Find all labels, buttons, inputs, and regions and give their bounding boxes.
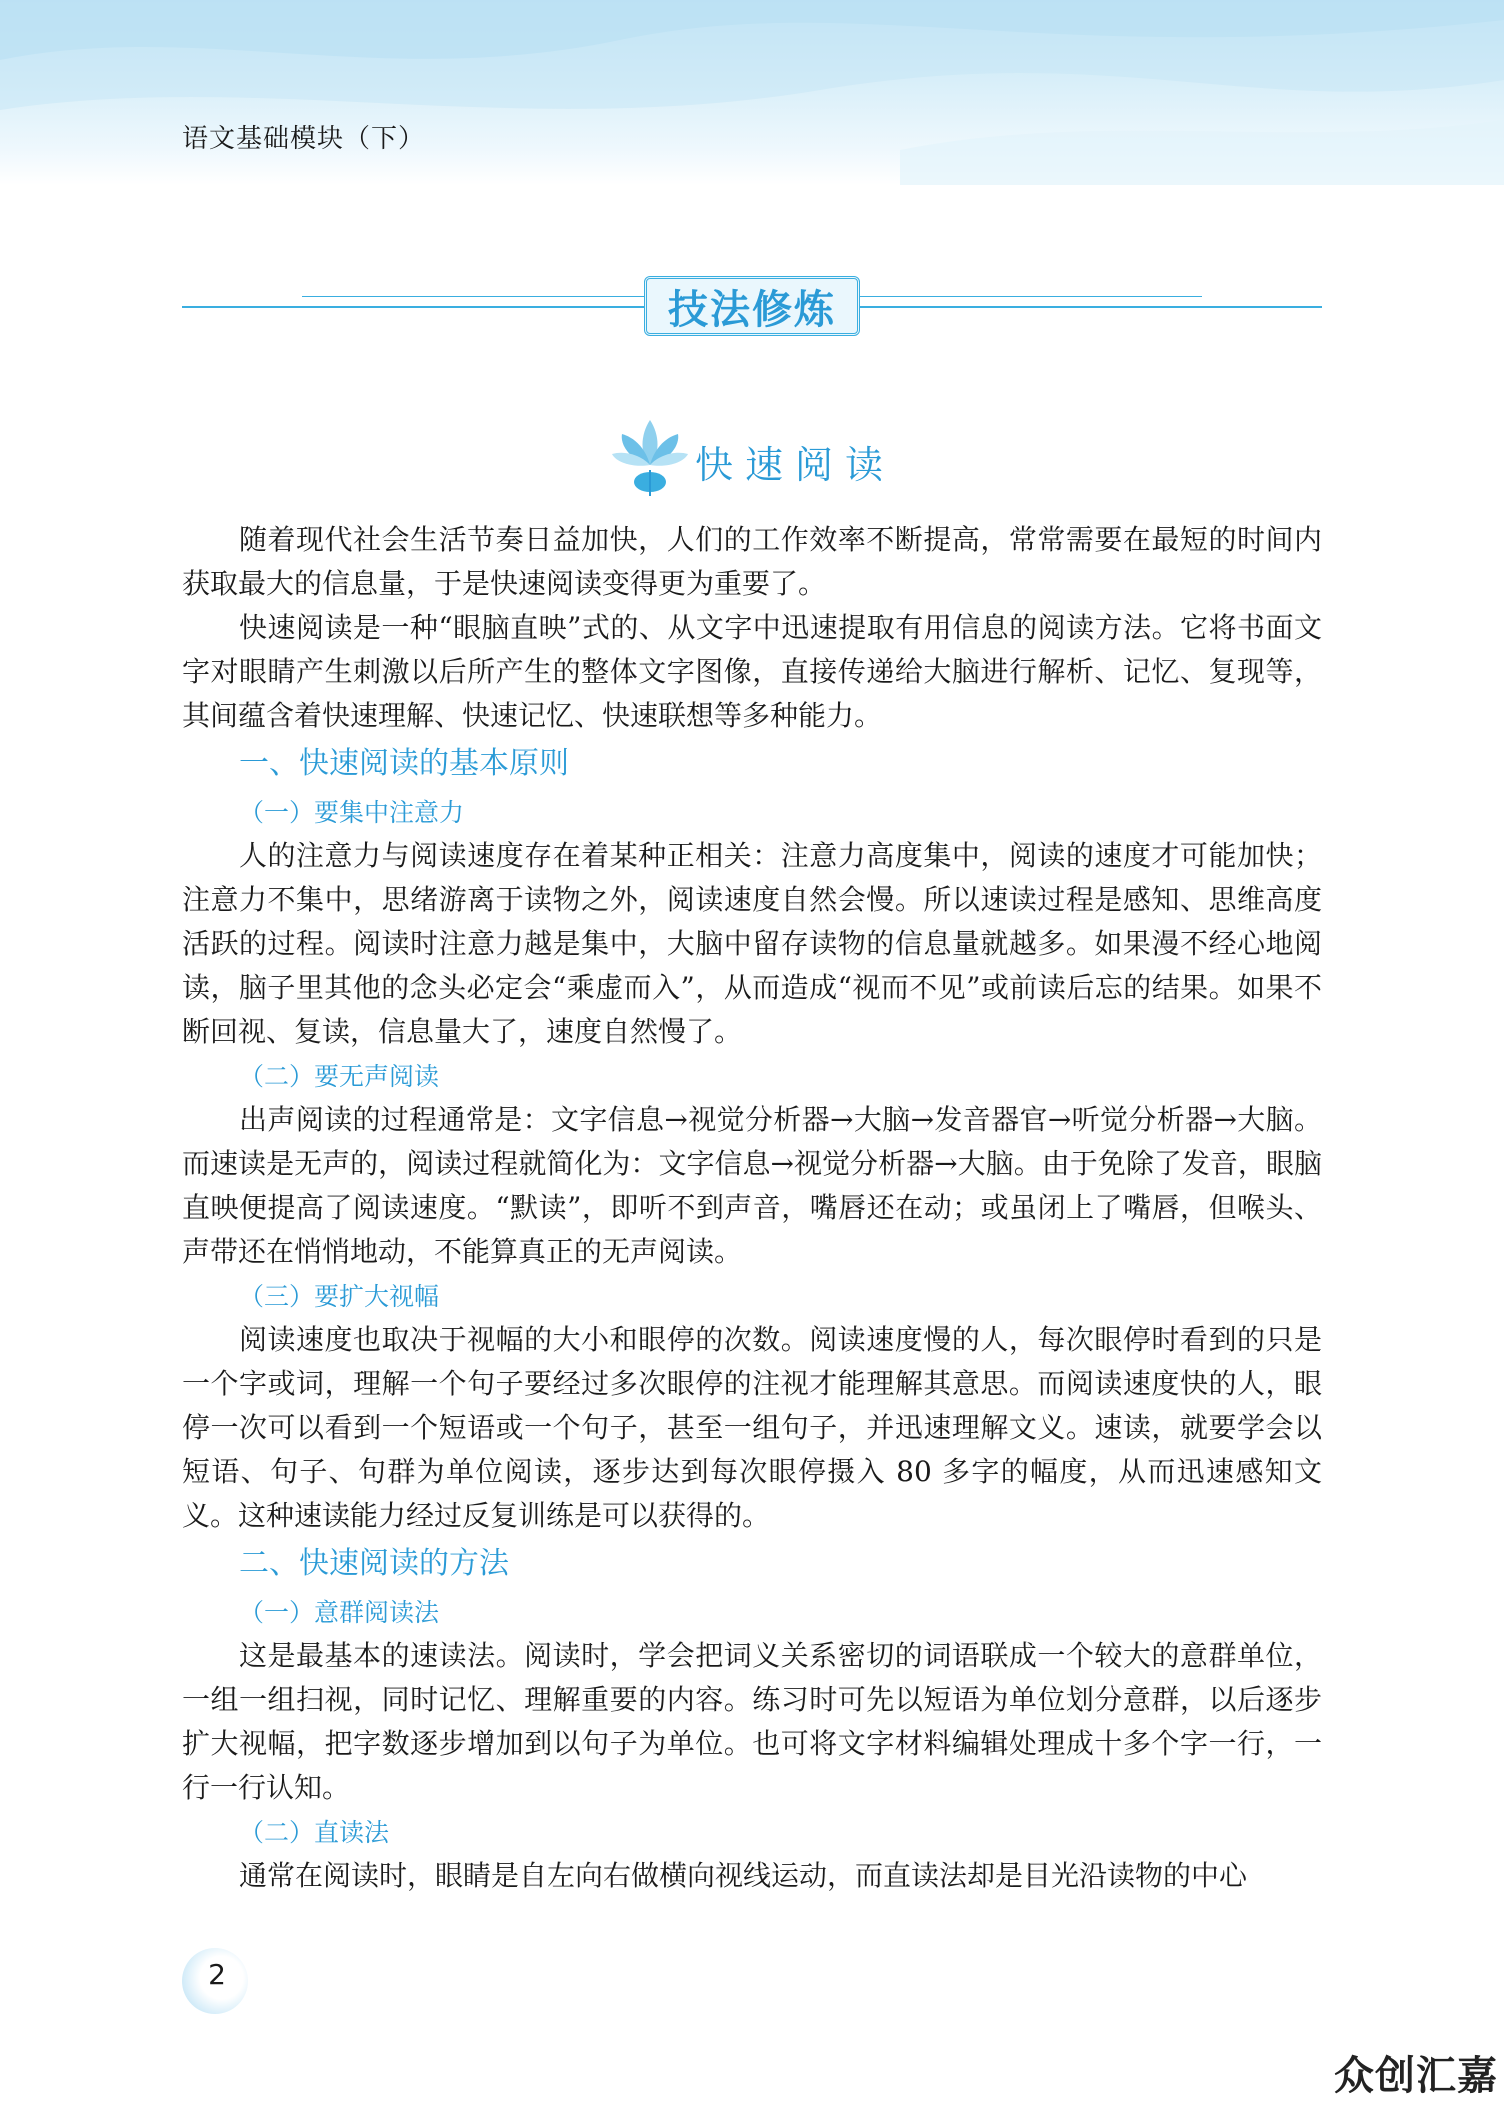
- topic-title: 快速阅读: [695, 443, 896, 487]
- running-title: 语文基础模块（下）: [182, 124, 426, 154]
- section-heading: 二、快速阅读的方法: [239, 1546, 509, 1581]
- banner-rule-left-top: [182, 306, 644, 308]
- page-number: 2: [208, 1958, 226, 1991]
- subsection-heading: （三）要扩大视幅: [239, 1282, 440, 1311]
- paragraph: 阅读速度也取决于视幅的大小和眼停的次数。阅读速度慢的人，每次眼停时看到的只是一个字或词，理解一个句子要经过多次眼停的注视才能理解其意思。而阅读速度快的人，眼停一次可以看到一个短语或一个句子，甚至一组句子，并迅速理解文义。速读，就要学会以短语、句子、句群为单位阅读，逐步达到每次眼停摄入 80 多字的幅度，从而迅速感知文义。这种速读能力经过反复训练是可以获得的。: [182, 1323, 1322, 1532]
- page-header-band: [0, 0, 1504, 185]
- banner-label: 技法修炼: [668, 286, 836, 333]
- subsection-heading: （一）意群阅读法: [239, 1598, 440, 1627]
- paragraph: 人的注意力与阅读速度存在着某种正相关：注意力高度集中，阅读的速度才可能加快；注意力不集中，思绪游离于读物之外，阅读速度自然会慢。所以速读过程是感知、思维高度活跃的过程。阅读时注意力越是集中，大脑中留存读物的信息量就越多。如果漫不经心地阅读，脑子里其他的念头必定会“乘虚而入”，从而造成“视而不见”或前读后忘的结果。如果不断回视、复读，信息量大了，速度自然慢了。: [182, 839, 1322, 1048]
- header-cloud-decoration: [0, 0, 1504, 185]
- section-banner: [182, 272, 1322, 342]
- paragraph: 这是最基本的速读法。阅读时，学会把词义关系密切的词语联成一个较大的意群单位，一组一组扫视，同时记忆、理解重要的内容。练习时可先以短语为单位划分意群，以后逐步扩大视幅，把字数逐步增加到以句子为单位。也可将文字材料编辑处理成十多个字一行，一行一行认知。: [182, 1639, 1322, 1804]
- paragraph: 通常在阅读时，眼睛是自左向右做横向视线运动，而直读法却是目光沿读物的中心: [239, 1859, 1248, 1892]
- topic-heading: [610, 410, 910, 500]
- subsection-heading: （一）要集中注意力: [239, 798, 465, 827]
- page-number-badge: [182, 1948, 252, 2018]
- section-heading: 一、快速阅读的基本原则: [239, 746, 569, 781]
- banner-rule-right-mid: [860, 296, 1202, 297]
- paragraph: 出声阅读的过程通常是：文字信息→视觉分析器→大脑→发音器官→听觉分析器→大脑。而速读是无声的，阅读过程就简化为：文字信息→视觉分析器→大脑。由于免除了发音，眼脑直映便提高了阅读速度。“默读”，即听不到声音，嘴唇还在动；或虽闭上了嘴唇，但喉头、声带还在悄悄地动，不能算真正的无声阅读。: [182, 1103, 1322, 1268]
- watermark: 众创汇嘉: [1334, 2053, 1498, 2099]
- banner-rule-right-top: [860, 306, 1322, 308]
- paragraph: 快速阅读是一种“眼脑直映”式的、从文字中迅速提取有用信息的阅读方法。它将书面文字对眼睛产生刺激以后所产生的整体文字图像，直接传递给大脑进行解析、记忆、复现等，其间蕴含着快速理解、快速记忆、快速联想等多种能力。: [182, 611, 1322, 732]
- body-content: [182, 518, 1322, 1898]
- banner-label-box: [644, 276, 860, 336]
- paragraph: 随着现代社会生活节奏日益加快，人们的工作效率不断提高，常常需要在最短的时间内获取最大的信息量，于是快速阅读变得更为重要了。: [182, 523, 1322, 600]
- banner-rule-left-mid: [302, 296, 644, 297]
- subsection-heading: （二）直读法: [239, 1818, 390, 1847]
- lotus-icon: [610, 410, 690, 500]
- subsection-heading: （二）要无声阅读: [239, 1062, 440, 1091]
